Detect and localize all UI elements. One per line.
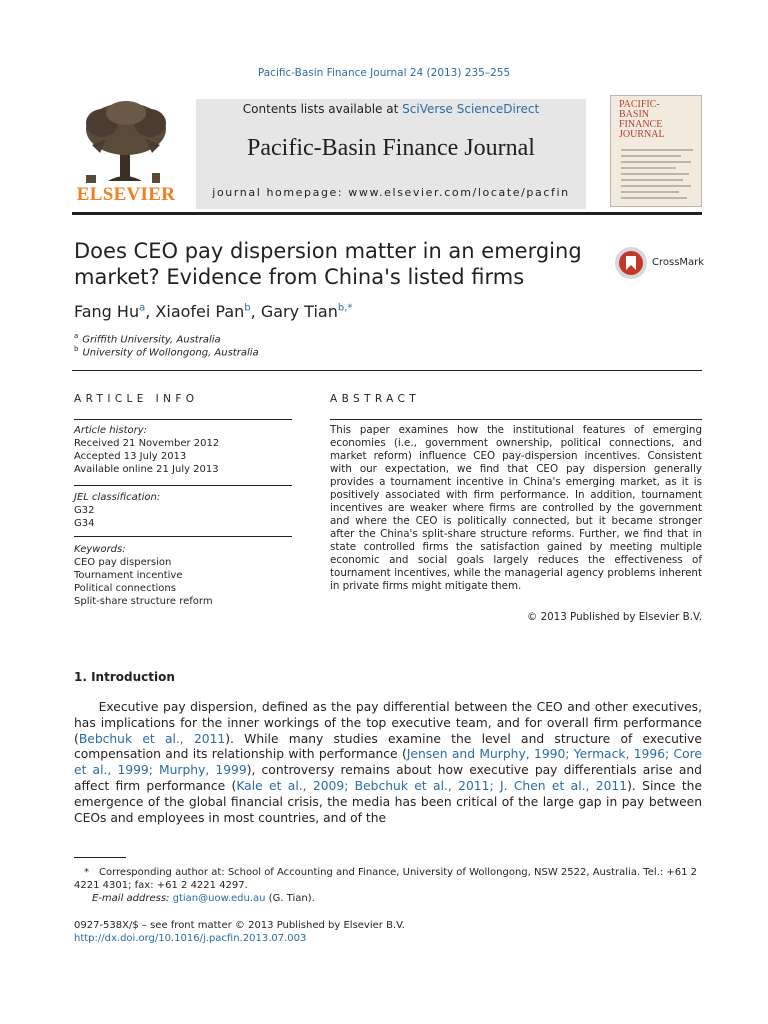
sciencedirect-link[interactable]: SciVerse ScienceDirect <box>402 102 540 116</box>
affiliation-text: Griffith University, Australia <box>82 334 221 346</box>
footnote-text: Corresponding author at: School of Accounting and Finance, University of Wollongong, NSW 2522, Australia. Tel.: +61 2 4221 4301; fax: +61 2 4221 4297. <box>74 867 698 891</box>
contents-line <box>196 102 586 116</box>
affiliation <box>74 345 259 358</box>
cover-title <box>619 100 699 140</box>
citation-link[interactable]: Kale et al., 2009; Bebchuk et al., 2011; J. Chen et al., 2011 <box>236 778 628 793</box>
citation-link[interactable]: Jensen and Murphy, 1990; Yermack, 1996; Core et al., 1999; Murphy, 1999 <box>74 747 702 778</box>
author-affiliation-mark[interactable]: b,* <box>337 302 353 314</box>
email-label: E-mail address: <box>92 893 173 904</box>
introduction-paragraph <box>74 700 702 826</box>
header-rule <box>72 212 702 215</box>
journal-cover-thumbnail[interactable] <box>610 95 702 207</box>
email-suffix: (G. Tian). <box>265 893 315 904</box>
abstract-heading: ABSTRACT <box>330 393 421 405</box>
author-list: Fang Hu$^a$, Xiaofei Pan$^b$, Gary Tian$^{b,*}$ <box>74 302 353 321</box>
history-item: Accepted 13 July 2013 <box>74 451 187 462</box>
article-info-heading: ARTICLE INFO <box>74 393 199 405</box>
intro-text-segment: ). Since the emergence of the global financial crisis, the media has been critical of the large gap in pay between CEOs and employees in most countries, and of the <box>74 778 703 825</box>
cover-title-line: JOURNAL <box>619 129 665 140</box>
footnote-rule <box>74 857 126 858</box>
journal-homepage[interactable]: journal homepage: www.elsevier.com/locate/pacfin <box>212 186 570 199</box>
keyword: CEO pay dispersion <box>74 557 172 568</box>
article-title-line: Does CEO pay dispersion matter in an emerging <box>74 239 582 263</box>
journal-title: Pacific-Basin Finance Journal <box>247 135 535 161</box>
citation-link[interactable]: Bebchuk et al., 2011 <box>78 731 226 746</box>
affiliation-text: University of Wollongong, Australia <box>82 347 259 359</box>
abstract-copyright: © 2013 Published by Elsevier B.V. <box>527 611 702 623</box>
article-title <box>74 238 594 290</box>
article-history <box>74 424 219 476</box>
cover-title-line: FINANCE <box>619 119 663 130</box>
author-affiliation-mark[interactable]: a <box>139 302 146 314</box>
keyword: Tournament incentive <box>74 570 183 581</box>
keyword: Political connections <box>74 583 176 594</box>
affiliation-mark: a <box>74 332 79 340</box>
affiliation-mark: b <box>74 345 79 353</box>
section-heading: 1. Introduction <box>74 670 175 684</box>
issn-line: 0927-538X/$ – see front matter © 2013 Published by Elsevier B.V. <box>74 920 405 931</box>
section-rule <box>72 370 702 371</box>
jel-label: JEL classification: <box>74 492 161 503</box>
intro-text-segment: Executive pay dispersion, defined as the pay differential between the CEO and other executives, has implications for the inner workings of the top executive team, and for overall firm performance ( <box>74 700 702 746</box>
footnote-email-line <box>92 893 315 904</box>
affiliation <box>74 332 221 345</box>
divider <box>74 419 292 420</box>
keywords <box>74 543 213 608</box>
jel-code: G32 <box>74 505 95 516</box>
email-link[interactable]: gtian@uow.edu.au <box>172 893 266 904</box>
author-affiliation-mark[interactable]: b <box>244 302 251 314</box>
article-title-line: market? Evidence from China's listed firms <box>74 265 525 289</box>
cover-contents-lines-icon <box>621 146 693 202</box>
jel-code: G34 <box>74 518 95 529</box>
cover-title-line: PACIFIC- <box>619 99 660 110</box>
divider <box>74 485 292 486</box>
jel-classification <box>74 491 160 530</box>
cover-title-line: BASIN <box>619 109 650 120</box>
journal-citation[interactable]: Pacific-Basin Finance Journal 24 (2013) 235–255 <box>257 67 511 79</box>
elsevier-wordmark: ELSEVIER <box>76 184 176 205</box>
author-name[interactable]: Xiaofei Pan <box>155 302 245 321</box>
intro-text-segment: ), controversy remains about how executive pay differentials arise and affect firm performance ( <box>74 763 702 793</box>
doi-link[interactable]: http://dx.doi.org/10.1016/j.pacfin.2013.07.003 <box>74 933 307 944</box>
history-item: Available online 21 July 2013 <box>74 464 219 475</box>
crossmark-label[interactable]: CrossMark <box>652 257 705 268</box>
history-label: Article history: <box>74 425 148 436</box>
corresponding-author-footnote <box>74 866 702 892</box>
abstract-text: This paper examines how the institutional features of emerging economies (i.e., government ownership, political connections, and market reform) influence CEO pay-dispersion incentives. Consistent with our expectation, we find that CEO pay dispersion generally provides a tournament incentive in China's emerging market, as it is positively associated with firm performance. In addition, tournament incentives are weaker where firms are controlled by the government and where the CEO is politically connected, but it became stronger after the China's split-share structure reforms. Further, we find that in state controlled firms the satisfaction gained by meeting multiple economic and social goals largely reduces the effectiveness of tournament incentives, while the managerial agency problems inherent in private firms might mitigate them. <box>330 424 702 592</box>
intro-text-segment: ). While many studies examine the level and structure of executive compensation and its relationship with performance ( <box>74 731 702 762</box>
author-name[interactable]: Gary Tian <box>260 302 338 321</box>
keywords-label: Keywords: <box>74 544 126 555</box>
contents-prefix: Contents lists available at <box>242 102 403 116</box>
author-name[interactable]: Fang Hu <box>74 302 140 321</box>
footnote-mark: * <box>84 867 89 878</box>
divider <box>330 419 702 420</box>
keyword: Split-share structure reform <box>74 596 213 607</box>
divider <box>74 536 292 537</box>
history-item: Received 21 November 2012 <box>74 438 220 449</box>
